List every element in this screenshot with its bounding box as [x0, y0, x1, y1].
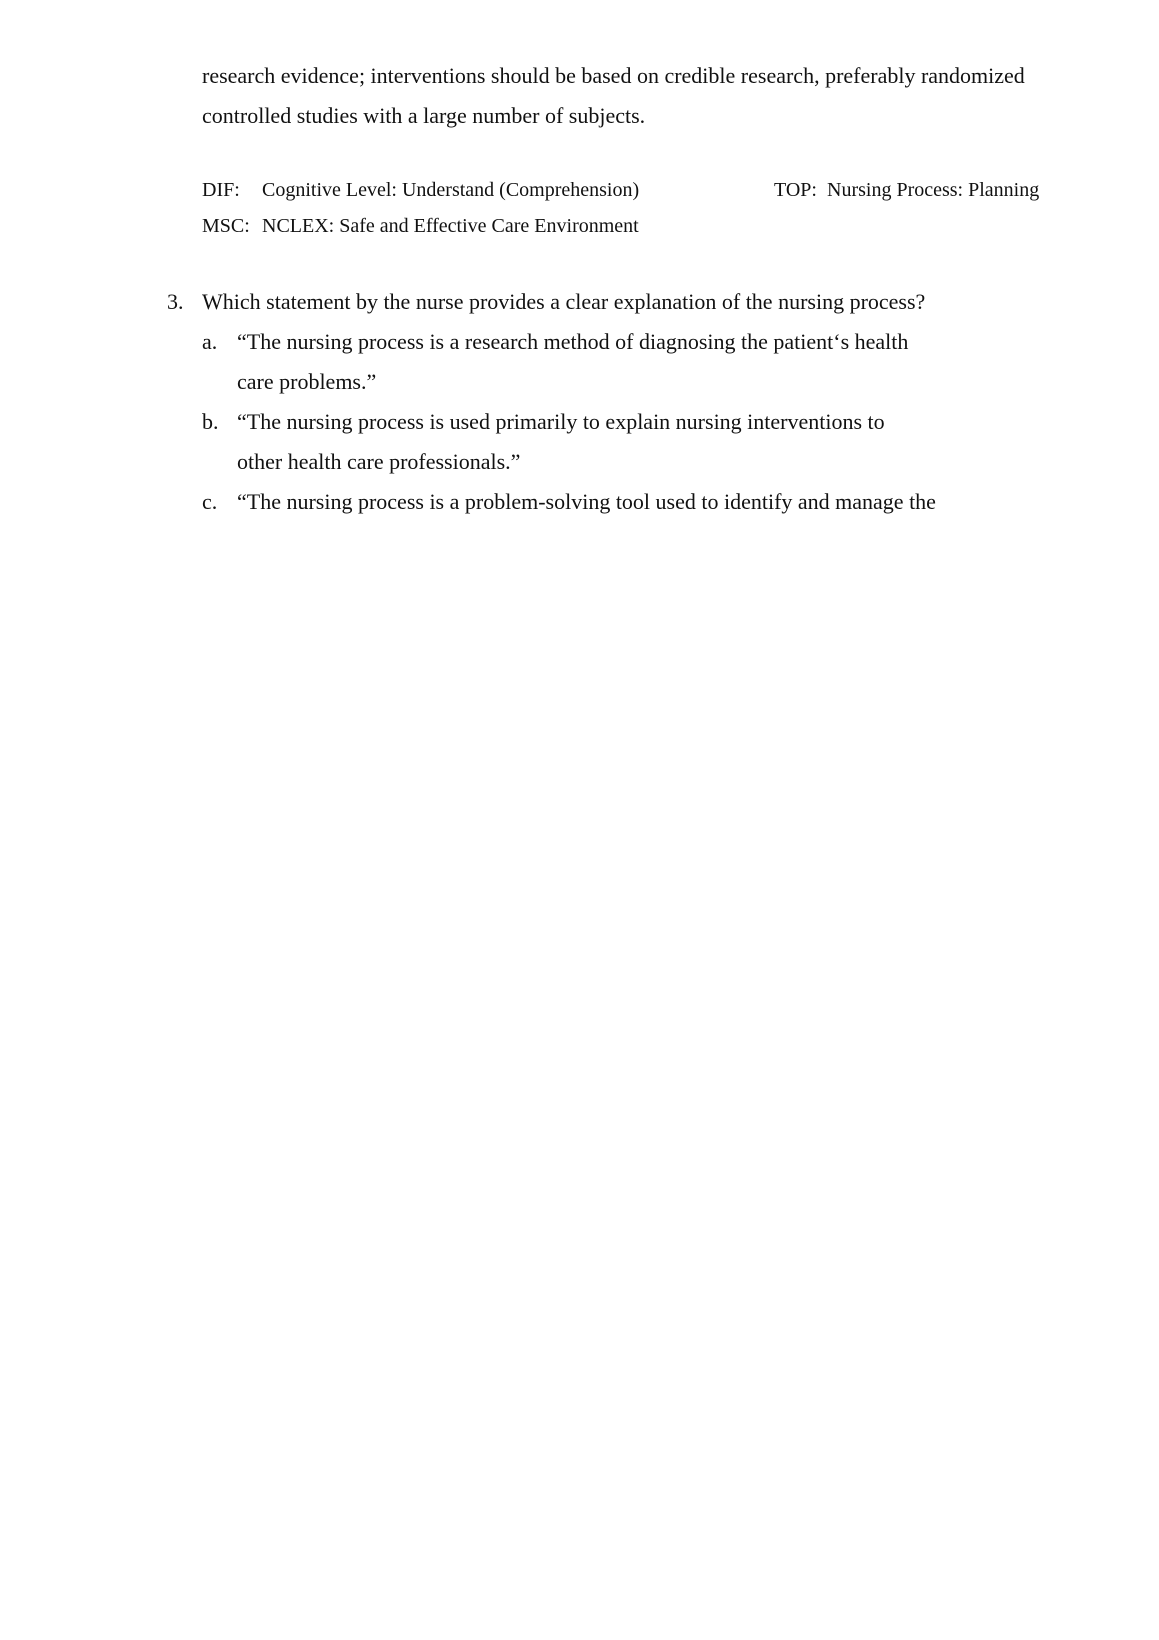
option-a-letter: a. [202, 329, 218, 354]
option-a-line-1: “The nursing process is a research method of diagnosing the patient‘s health [237, 329, 909, 354]
question-number: 3. [167, 289, 184, 314]
rationale-line-1: research evidence; interventions should be based on credible research, preferably randomized [202, 63, 1025, 88]
question-stem: Which statement by the nurse provides a clear explanation of the nursing process? [202, 289, 926, 314]
top-value: Nursing Process: Planning [827, 179, 1040, 201]
rationale-line-2: controlled studies with a large number of subjects. [202, 103, 646, 128]
option-b-letter: b. [202, 409, 219, 434]
option-b-line-2: other health care professionals.” [237, 449, 521, 474]
option-a-line-2: care problems.” [237, 369, 377, 394]
msc-value: NCLEX: Safe and Effective Care Environment [262, 215, 639, 237]
msc-label: MSC: [202, 215, 250, 237]
top-label: TOP: [774, 179, 817, 201]
option-c-letter: c. [202, 489, 218, 514]
dif-value: Cognitive Level: Understand (Comprehension) [262, 179, 640, 201]
dif-label: DIF: [202, 179, 240, 201]
option-b-line-1: “The nursing process is used primarily to explain nursing interventions to [237, 409, 885, 434]
option-c-line-1: “The nursing process is a problem-solving tool used to identify and manage the [237, 489, 936, 514]
